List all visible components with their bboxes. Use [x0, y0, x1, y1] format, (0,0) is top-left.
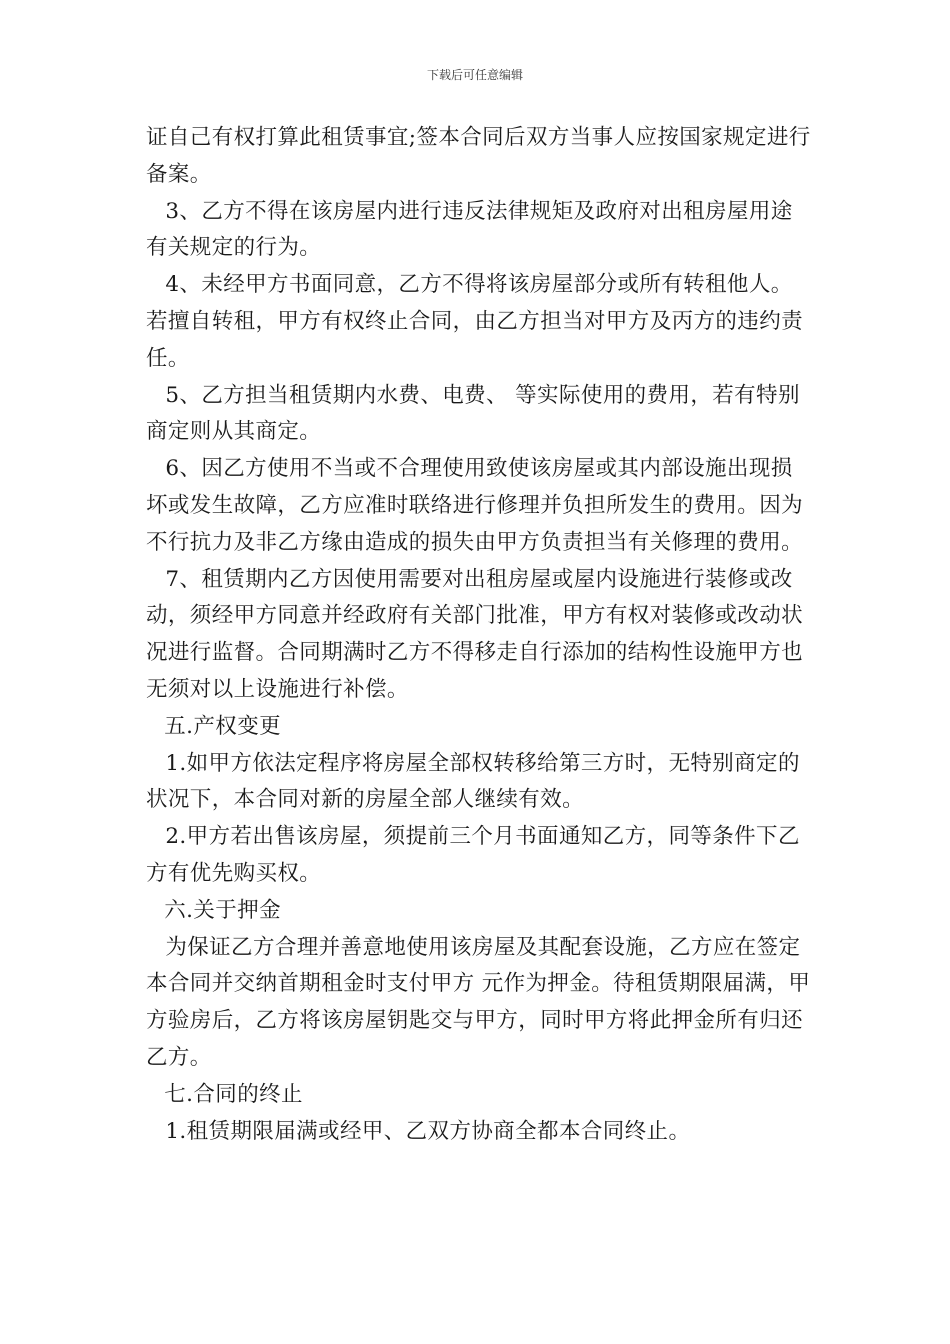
section-heading-termination: 七.合同的终止 — [164, 1081, 303, 1107]
clause-4: 4、未经甲方书面同意，乙方不得将该房屋部分或所有转租他人。若擅自转租，甲方有权终止合同，由乙方担当对甲方及丙方的违约责任。 — [146, 272, 804, 371]
property-clause-1: 1.如甲方依法定程序将房屋全部权转移给第三方时，无特别商定的状况下，本合同对新的房屋全部人继续有效。 — [146, 750, 800, 813]
section-heading-property-change: 五.产权变更 — [164, 713, 282, 739]
document-body — [146, 120, 814, 1150]
deposit-clause: 为保证乙方合理并善意地使用该房屋及其配套设施，乙方应在签定本合同并交纳首期租金时支付甲方 元作为押金。待租赁期限届满，甲方验房后，乙方将该房屋钥匙交与甲方，同时甲方将此押金所有归还乙方。 — [146, 934, 811, 1070]
property-clause-2: 2.甲方若出售该房屋，须提前三个月书面通知乙方，同等条件下乙方有优先购买权。 — [146, 824, 800, 886]
clause-5: 5、乙方担当租赁期内水费、电费、 等实际使用的费用，若有特别商定则从其商定。 — [146, 382, 800, 445]
clause-6: 6、因乙方使用不当或不合理使用致使该房屋或其内部设施出现损坏或发生故障，乙方应准时联络进行修理并负担所发生的费用。因为不行抗力及非乙方缘由造成的损失由甲方负责担当有关修理的费用。 — [146, 456, 804, 555]
paragraph-continuation: 证自己有权打算此租赁事宜;签本合同后双方当事人应按国家规定进行备案。 — [146, 125, 811, 187]
clause-7: 7、租赁期内乙方因使用需要对出租房屋或屋内设施进行装修或改动，须经甲方同意并经政府有关部门批准，甲方有权对装修或改动状况进行监督。合同期满时乙方不得移走自行添加的结构性设施甲方也无须对以上设施进行补偿。 — [146, 566, 804, 702]
clause-3: 3、乙方不得在该房屋内进行违反法律规矩及政府对出租房屋用途有关规定的行为。 — [146, 198, 793, 261]
section-heading-deposit: 六.关于押金 — [164, 897, 282, 923]
header-note: 下载后可任意编辑 — [426, 68, 523, 82]
termination-clause-1: 1.租赁期限届满或经甲、乙双方协商全都本合同终止。 — [165, 1118, 691, 1144]
